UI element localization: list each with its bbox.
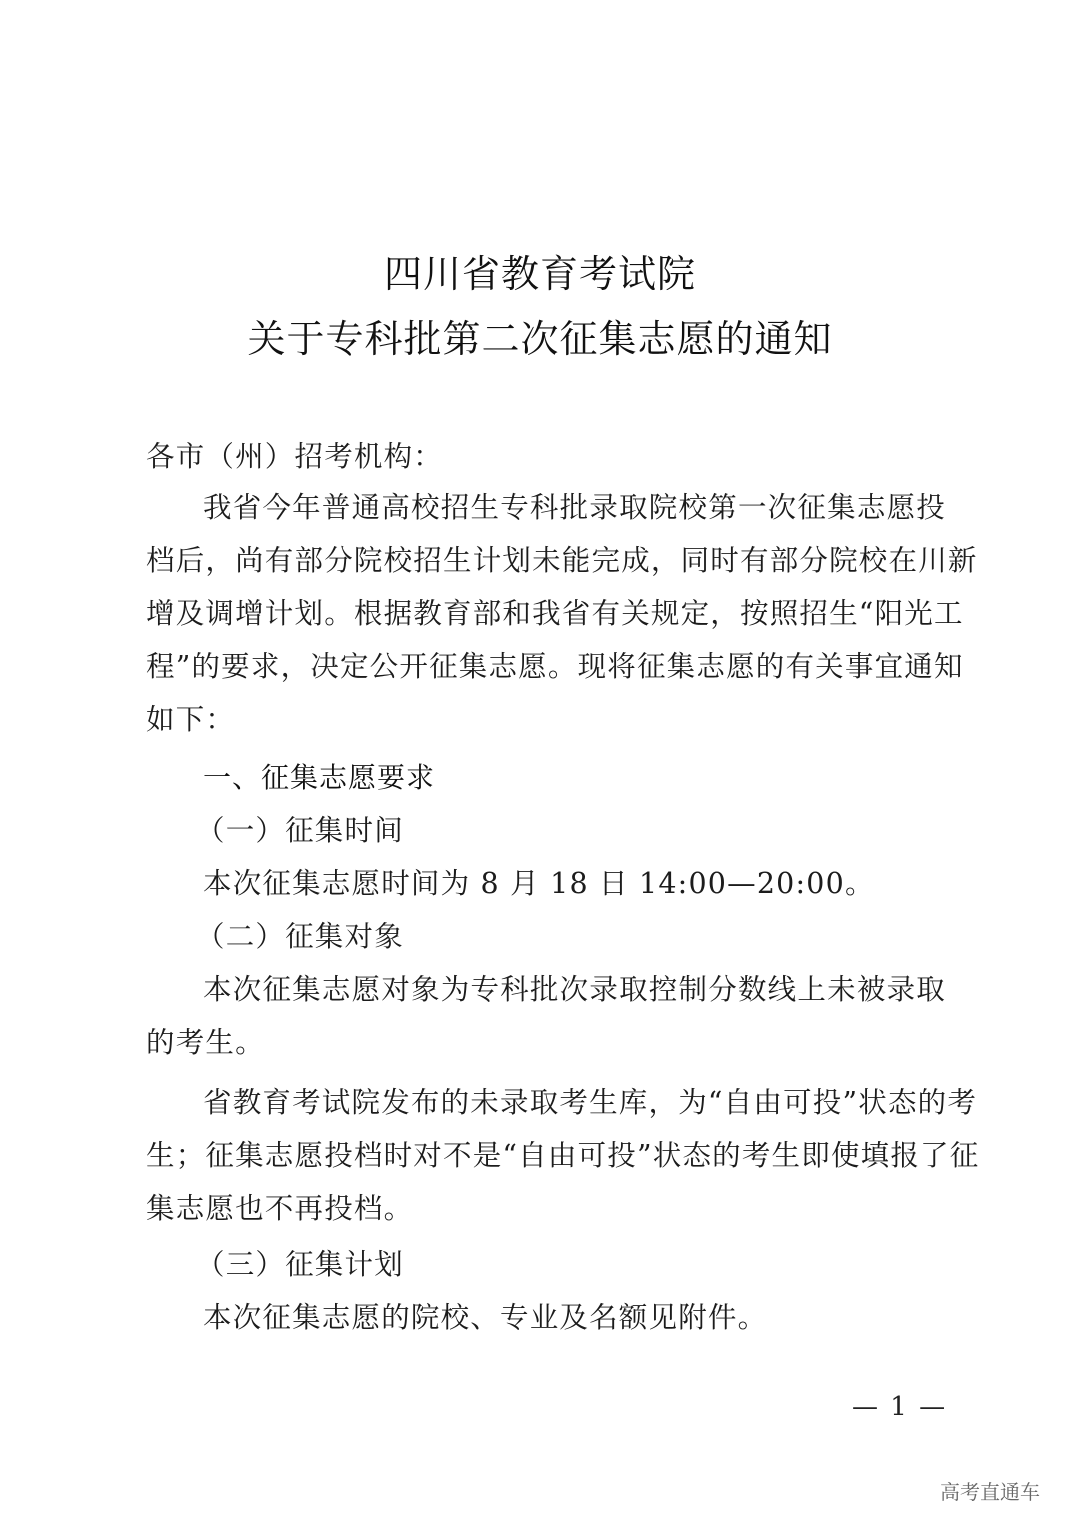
document-title-line1: 四川省教育考试院 <box>383 252 696 296</box>
salutation: 各市（州）招考机构： <box>146 440 444 473</box>
paragraph-line: 本次征集志愿对象为专科批次录取控制分数线上未被录取 <box>203 973 946 1006</box>
subsection-heading: （一）征集时间 <box>196 814 404 847</box>
subsection-heading: （三）征集计划 <box>196 1248 404 1281</box>
intro-line: 如下： <box>146 703 236 736</box>
page-number: — 1 — <box>852 1392 948 1422</box>
paragraph-line: 的考生。 <box>146 1026 265 1059</box>
watermark: 高考直通车 <box>940 1480 1040 1504</box>
document-title-line2: 关于专科批第二次征集志愿的通知 <box>247 317 833 361</box>
intro-line: 增及调增计划。根据教育部和我省有关规定，按照招生“阳光工 <box>146 597 964 630</box>
subsection-heading: （二）征集对象 <box>196 920 404 953</box>
intro-line: 程”的要求，决定公开征集志愿。现将征集志愿的有关事宜通知 <box>146 650 964 683</box>
section-heading: 一、征集志愿要求 <box>203 761 436 794</box>
paragraph-line: 集志愿也不再投档。 <box>146 1192 414 1225</box>
paragraph-text: 本次征集志愿时间为 8 月 18 日 14:00—20:00。 <box>203 867 875 900</box>
paragraph-text: 本次征集志愿的院校、专业及名额见附件。 <box>203 1301 768 1334</box>
paragraph-line: 省教育考试院发布的未录取考生库，为“自由可投”状态的考 <box>203 1086 978 1119</box>
intro-line: 我省今年普通高校招生专科批录取院校第一次征集志愿投 <box>203 491 946 524</box>
intro-line: 档后，尚有部分院校招生计划未能完成，同时有部分院校在川新 <box>146 544 978 577</box>
paragraph-line: 生；征集志愿投档时对不是“自由可投”状态的考生即使填报了征 <box>146 1139 980 1172</box>
